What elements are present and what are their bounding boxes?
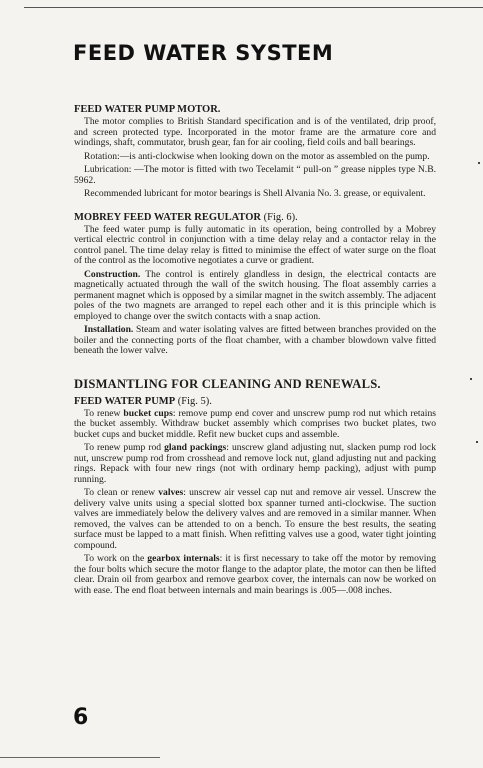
- scan-speck: [470, 378, 472, 380]
- valves-text: : unscrew air vessel cap nut and remove air vessel. Unscrew the delivery valve units using a special slotted box spanner turned anti-clockwise. The suction valves are immediately below the delivery valves and are removed in a similar manner. When removed, the valves can be attended to on a bench. To ensure the best results, the seating surface must be lapped to a matt finish. When refitting valves use a good, water tight jointing compound.: [74, 487, 436, 551]
- page-content: [74, 104, 436, 599]
- lubrication-paragraph: Lubrication: —The motor is fitted with two Tecelamit “ pull-on ” grease nipples type N.B. 5962.: [74, 164, 436, 186]
- spacer: [74, 360, 436, 377]
- bucket-cups-paragraph: [74, 409, 436, 441]
- feed-pump-subheading: [74, 396, 436, 407]
- gearbox-term: gearbox internals: [147, 553, 220, 564]
- lubricant-paragraph: Recommended lubricant for motor bearings is Shell Alvania No. 3. grease, or equivalent.: [84, 188, 426, 199]
- valves-paragraph: [74, 488, 436, 551]
- pump-motor-description: The motor complies to British Standard specification and is of the ventilated, drip proof, and screen protected type. Incorporated in the motor frame are the armature core and windings, shaft, commutator, brush gear, fan for air cooling, field coils and ball bearings.: [74, 116, 436, 148]
- top-rule: [24, 7, 483, 8]
- scan-speck: [478, 162, 480, 164]
- dismantling-heading: DISMANTLING FOR CLEANING AND RENEWALS.: [74, 376, 381, 391]
- bucket-cups-intro: To renew: [84, 407, 124, 419]
- bucket-cups-term: bucket cups: [123, 407, 173, 419]
- gearbox-intro: To work on the: [84, 553, 148, 564]
- installation-text: Steam and water isolating valves are fitted between branches provided on the boiler and the connecting ports of the float chamber, with a chamber blowdown valve fitted beneath the lower valve.: [74, 324, 436, 356]
- rotation-paragraph: Rotation:—is anti-clockwise when looking down on the motor as assembled on the pump.: [84, 150, 430, 162]
- construction-paragraph: [74, 270, 436, 323]
- gland-packings-paragraph: [74, 443, 436, 485]
- construction-lead: Construction.: [84, 268, 141, 280]
- feed-pump-fig-ref: (Fig. 5).: [175, 395, 212, 407]
- regulator-description: The feed water pump is fully automatic in its operation, being controlled by a Mobrey vertical electric control in conjunction with a time delay relay and a contactor relay in the control panel. The time delay relay is fitted to minimise the effect of water surge on the float of the control as the locomotive negotiates a curve or gradient.: [74, 223, 436, 266]
- regulator-fig-ref: (Fig. 6).: [261, 211, 298, 223]
- pump-motor-heading: FEED WATER PUMP MOTOR.: [74, 104, 221, 115]
- gland-packings-term: gland packings: [164, 442, 227, 453]
- installation-lead: Installation.: [84, 324, 134, 335]
- page-title: FEED WATER SYSTEM: [73, 41, 334, 65]
- construction-text: The control is entirely glandless in design, the electrical contacts are magnetically actuated through the wall of the switch housing. The float assembly carries a permanent magnet which is opposed by a similar magnet in the switch assembly. The adjacent poles of the two magnets are arranged to repel each other and it is this principle which is employed to change over the switch contacts with a snap action.: [74, 268, 436, 322]
- bucket-cups-text: : remove pump end cover and unscrew pump rod nut which retains the bucket assembly. Withdraw bucket assembly which comprises two bucket plates, two bucket cups and bucket middle. Refit new bucket cups and assemble.: [74, 407, 436, 440]
- spacer: [74, 203, 436, 212]
- valves-term: valves: [158, 487, 184, 498]
- gearbox-paragraph: [74, 554, 436, 596]
- valves-intro: To clean or renew: [84, 487, 159, 498]
- bottom-rule: [0, 757, 160, 758]
- installation-paragraph: [74, 325, 436, 357]
- regulator-heading-text: MOBREY FEED WATER REGULATOR: [74, 211, 261, 223]
- gland-packings-text: : unscrew gland adjusting nut, slacken pump rod lock nut, unscrew pump rod from crosshead and remove lock nut, gland adjusting nut and packing rings. Repack with four new rings (not with ordinary hemp packing), adjust with pump running.: [74, 442, 436, 485]
- gland-packings-intro: To renew pump rod: [84, 442, 165, 453]
- page-number: 6: [73, 705, 89, 730]
- scan-speck: [476, 441, 478, 443]
- feed-pump-subheading-text: FEED WATER PUMP: [74, 395, 176, 407]
- gearbox-text: : it is first necessary to take off the motor by removing the four bolts which secure the motor flange to the adaptor plate, the motor can then be lifted clear. Drain oil from gearbox and remove gearbox cover, the internals can now be worked on with ease. The end float between internals and main bearings is .005—.008 inches.: [74, 553, 436, 596]
- regulator-heading: [74, 212, 436, 223]
